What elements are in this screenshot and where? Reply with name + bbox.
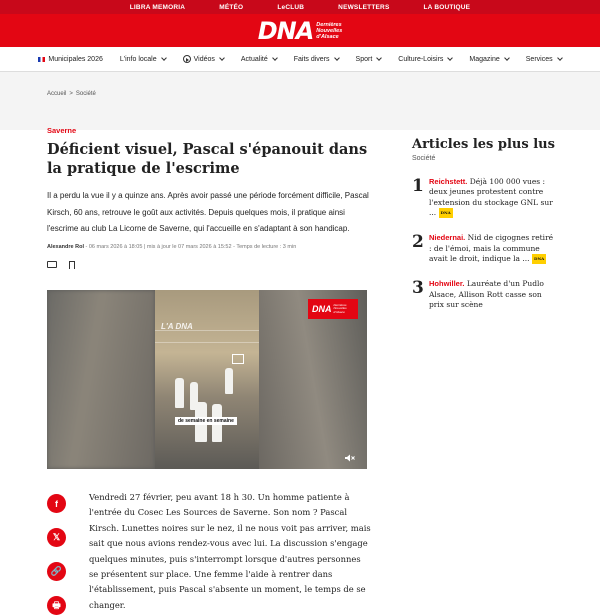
article-title: Déficient visuel, Pascal s'épanouit dans la pratique de l'escrime — [47, 141, 368, 177]
top-utility-bar — [0, 0, 600, 14]
print-icon[interactable]: 🖶 — [47, 596, 66, 615]
most-read-city: Niedernai. — [429, 233, 466, 243]
most-read-item[interactable] — [412, 233, 557, 264]
nav-label: Faits divers — [293, 55, 330, 63]
video-logo-subtitle — [334, 304, 347, 315]
article-meta: - 06 mars 2026 à 18:05 | mis à jour le 07 mars 2026 à 15:52 - Temps de lecture : 3 min — [83, 243, 297, 250]
topbar-link-leclub[interactable]: LeCLUB — [277, 3, 305, 11]
topbar-link-meteo[interactable]: MÉTÉO — [219, 3, 244, 11]
nav-label: Municipales 2026 — [48, 55, 103, 63]
rank-number: 2 — [412, 232, 424, 253]
brand-header — [0, 14, 600, 47]
chevron-down-icon — [557, 55, 563, 61]
ad-band — [0, 72, 600, 130]
nav-label: Culture-Loisirs — [398, 55, 444, 63]
most-read-headline: Lauréate d'un Pudlo Alsace, Allison Rott casse son prix sur scène — [429, 279, 544, 309]
nav-item-culture-loisirs[interactable] — [398, 56, 452, 63]
site-logo[interactable] — [258, 17, 343, 45]
breadcrumb-separator: > — [69, 91, 73, 97]
nav-item-magazine[interactable] — [469, 56, 508, 63]
video-brand-logo — [308, 299, 358, 319]
nav-label: Magazine — [469, 55, 500, 63]
comment-icon[interactable] — [47, 261, 57, 268]
nav-item-info-locale[interactable] — [120, 56, 166, 63]
most-read-city: Hohwiller. — [429, 279, 465, 289]
most-read-headline: Déjà 100 000 vues : deux jeunes protestent contre l'extension du stockage GNL sur ... — [429, 177, 553, 218]
article-byline — [47, 244, 370, 250]
premium-badge: DNA — [532, 254, 546, 264]
nav-item-videos[interactable] — [183, 55, 224, 63]
most-read-sidebar — [412, 137, 557, 310]
basketball-hoop — [232, 354, 244, 364]
rank-number: 3 — [412, 278, 424, 299]
link-icon[interactable]: 🔗 — [47, 562, 66, 581]
rank-number: 1 — [412, 176, 424, 196]
french-flag-icon — [38, 57, 45, 62]
article-body: Vendredi 27 février, peu avant 18 h 30. Un homme patiente à l'entrée du Cosec Les Sources de Saverne. Son nom ? Pascal Kirsch. Lunettes noires sur le nez, il ne nous voit pas arriver, mais sait que nous avions rendez-vous avec lui. La discussion s'engage quelques minutes, puis s'interrompt lorsque d'autres personnes se présentent sur place. Une femme l'aide à rentrer dans l'établissement, puis Pascal s'absente un moment, le temps de se changer. — [89, 492, 371, 610]
logo-subtitle-line: d'Alsace — [316, 33, 339, 40]
play-icon — [183, 55, 191, 63]
breadcrumb — [47, 91, 96, 97]
video-logo-subtitle-line: Dernières — [333, 302, 347, 307]
breadcrumb-section[interactable]: Société — [75, 91, 96, 97]
video-frame — [155, 290, 259, 469]
video-player[interactable] — [47, 290, 367, 469]
topbar-link-libra-memoria[interactable]: LIBRA MEMORIA — [129, 3, 186, 11]
nav-label: L'info locale — [119, 55, 157, 63]
nav-item-sport[interactable] — [356, 56, 382, 63]
nav-label: Sport — [355, 55, 373, 63]
fencer — [225, 368, 233, 394]
sidebar-subtitle: Société — [412, 155, 436, 162]
video-caption: de semaine en semaine — [175, 417, 237, 425]
nav-label: Vidéos — [193, 55, 215, 63]
nav-label: Services — [525, 55, 553, 63]
article-header — [47, 126, 370, 270]
nav-item-faits-divers[interactable] — [294, 56, 339, 63]
nav-item-actualite[interactable] — [241, 56, 277, 63]
video-blur-left — [47, 290, 155, 469]
chevron-down-icon — [219, 55, 225, 61]
chevron-down-icon — [334, 55, 340, 61]
premium-badge: DNA — [439, 208, 453, 218]
chevron-down-icon — [448, 55, 454, 61]
nav-item-services[interactable] — [526, 56, 562, 63]
article-author[interactable]: Alexandre Rol — [47, 243, 84, 250]
fencer — [175, 378, 184, 408]
nav-label: Actualité — [240, 55, 268, 63]
video-logo-subtitle-line: Nouvelles — [333, 306, 347, 311]
bookmark-icon[interactable] — [69, 261, 75, 269]
topbar-link-newsletters[interactable]: NEWSLETTERS — [338, 3, 390, 11]
logo-mark: DNA — [257, 16, 314, 45]
chevron-down-icon — [504, 55, 510, 61]
most-read-item[interactable] — [412, 177, 557, 218]
video-watermark: L'A DNA — [161, 322, 193, 331]
most-read-item[interactable] — [412, 279, 557, 310]
share-bar — [47, 494, 66, 615]
gym-beam — [155, 342, 259, 343]
logo-subtitle-line: Nouvelles — [316, 27, 343, 34]
breadcrumb-home[interactable]: Accueil — [47, 91, 67, 97]
x-icon[interactable]: 𝕏 — [47, 528, 66, 547]
chevron-down-icon — [376, 55, 382, 61]
video-logo-subtitle-line: d'Alsace — [333, 309, 345, 314]
chevron-down-icon — [161, 55, 167, 61]
facebook-icon[interactable]: f — [47, 494, 66, 513]
article-kicker[interactable]: Saverne — [47, 126, 77, 135]
main-nav — [0, 47, 600, 72]
most-read-city: Reichstett. — [429, 177, 468, 186]
most-read-headline: Nid de cigognes retiré : de l'émoi, mais la commune avait le droit, indique la ... — [429, 233, 554, 264]
sidebar-title: Articles les plus lus — [412, 137, 555, 152]
logo-subtitle-line: Dernières — [316, 21, 342, 28]
article-chapo: Il a perdu la vue il y a quinze ans. Après avoir passé une période forcément difficile, Pascal Kirsch, 60 ans, retrouve le goût aux activités. Depuis quelques mois, il pratique ainsi l'escrime au club La Licorne de Saverne, qui l'accueille en s'adaptant à son handicap. — [47, 191, 369, 233]
most-read-text — [429, 233, 557, 264]
most-read-text — [429, 177, 557, 218]
topbar-link-boutique[interactable]: LA BOUTIQUE — [423, 3, 471, 11]
video-logo-mark: DNA — [312, 304, 332, 314]
mute-icon[interactable] — [345, 454, 355, 462]
logo-subtitle — [316, 22, 342, 40]
nav-item-municipales[interactable] — [38, 56, 102, 63]
chevron-down-icon — [272, 55, 278, 61]
article-tools — [47, 260, 370, 270]
most-read-text — [429, 279, 557, 310]
